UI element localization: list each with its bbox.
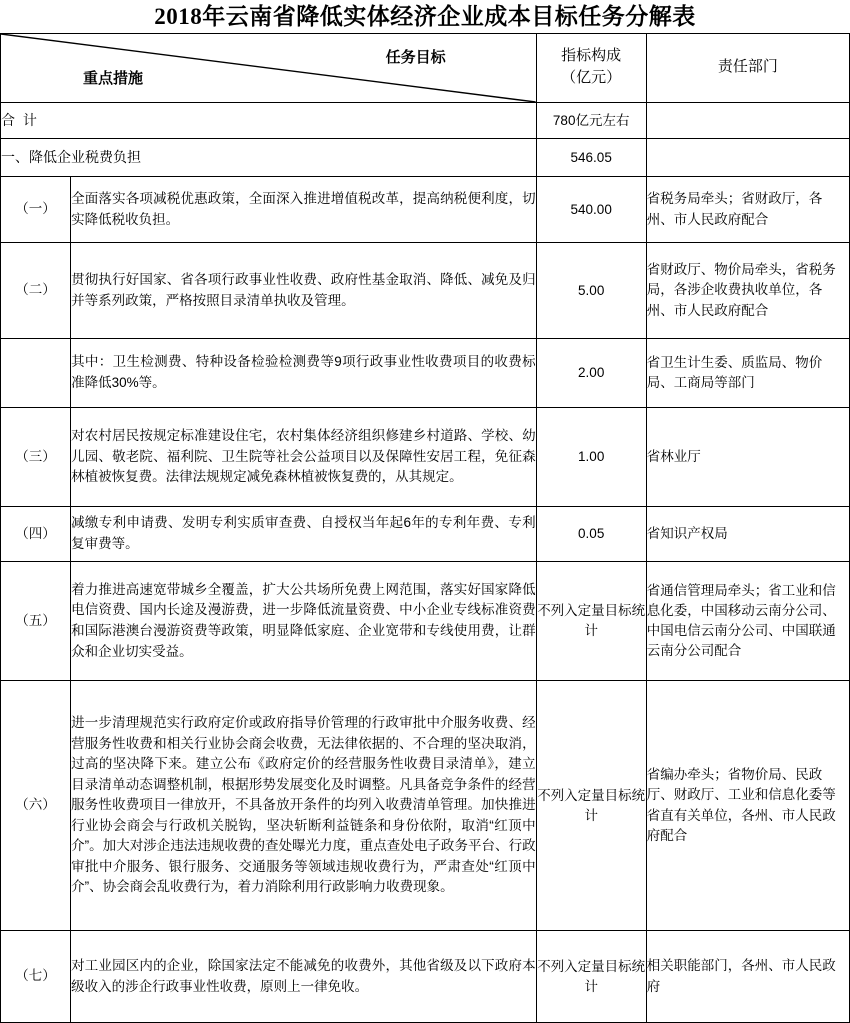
- row-task: 贯彻执行好国家、省各项行政事业性收费、政府性基金取消、降低、减免及归并等系列政策，严格按照目录清单执收及管理。: [71, 243, 537, 339]
- row-indicator: 不列入定量目标统计: [536, 681, 646, 931]
- row-task: 减缴专利申请费、发明专利实质审查费、自授权当年起6年的专利年费、专利复审费等。: [71, 507, 537, 562]
- row-number: （七）: [1, 931, 71, 1023]
- row-department: 相关职能部门，各州、市人民政府: [646, 931, 849, 1023]
- row-department: 省林业厅: [646, 408, 849, 507]
- row-number: （二）: [1, 243, 71, 339]
- row-number: （五）: [1, 562, 71, 681]
- row-indicator: 不列入定量目标统计: [536, 931, 646, 1023]
- row-indicator: 不列入定量目标统计: [536, 562, 646, 681]
- table-header-row: [1, 34, 850, 103]
- row-department: 省编办牵头；省物价局、民政厅、财政厅、工业和信息化委等省直有关单位，各州、市人民政府配合: [646, 681, 849, 931]
- row-indicator: 1.00: [536, 408, 646, 507]
- header-cell-department: 责任部门: [646, 34, 849, 103]
- row-task: 对农村居民按规定标准建设住宅，农村集体经济组织修建乡村道路、学校、幼儿园、敬老院、福利院、卫生院等社会公益项目以及保障性安居工程，免征森林植被恢复费。法律法规规定减免森林植被恢复费的，从其规定。: [71, 408, 537, 507]
- row-indicator-total: 780亿元左右: [536, 103, 646, 139]
- row-task: 对工业园区内的企业，除国家法定不能减免的收费外，其他省级及以下政府本级收入的涉企行政事业性收费，原则上一律免收。: [71, 931, 537, 1023]
- table-row: [1, 139, 850, 177]
- table-row: [1, 177, 850, 243]
- row-indicator-section: 546.05: [536, 139, 646, 177]
- header-label-indicator-line2: （亿元）: [561, 70, 622, 86]
- row-task: 进一步清理规范实行政府定价或政府指导价管理的行政审批中介服务收费、经营服务性收费和相关行业协会商会收费，无法律依据的、不合理的坚决取消，过高的坚决降下来。建立公布《政府定价的经营服务性收费目录清单》，建立目录清单动态调整机制，根据形势发展变化及时调整。凡具备竞争条件的经营服务性收费项目一律放开，不具备放开条件的均列入收费清单管理。加快推进行业协会商会与行政机关脱钩，坚决斩断利益链条和身份依附，取消“红顶中介”。加大对涉企违法违规收费的查处曝光力度，重点查处电子政务平台、行政审批中介服务、银行服务、交通服务等领域违规收费行为，严肃查处“红顶中介”、协会商会乱收费行为，着力消除利用行政影响力收费现象。: [71, 681, 537, 931]
- row-department: 省财政厅、物价局牵头，省税务局，各涉企收费执收单位，各州、市人民政府配合: [646, 243, 849, 339]
- row-department-total: [646, 103, 849, 139]
- row-indicator: 540.00: [536, 177, 646, 243]
- table-row: [1, 103, 850, 139]
- title-bar: [0, 0, 850, 33]
- header-label-goal: 任务目标: [385, 50, 446, 66]
- row-task: 全面落实各项减税优惠政策，全面深入推进增值税改革，提高纳税便利度，切实降低税收负担。: [71, 177, 537, 243]
- row-department: 省税务局牵头；省财政厅，各州、市人民政府配合: [646, 177, 849, 243]
- row-number: （三）: [1, 408, 71, 507]
- row-number: （一）: [1, 177, 71, 243]
- table-row: [1, 408, 850, 507]
- row-label-total: 合 计: [1, 103, 537, 139]
- table-row: [1, 681, 850, 931]
- cost-reduction-task-table: [0, 33, 850, 1023]
- row-indicator: 0.05: [536, 507, 646, 562]
- page-title: 2018年云南省降低实体经济企业成本目标任务分解表: [154, 4, 696, 29]
- row-number: （六）: [1, 681, 71, 931]
- diagonal-divider-icon: [1, 34, 536, 102]
- table-row: [1, 339, 850, 408]
- row-department: 省通信管理局牵头；省工业和信息化委，中国移动云南分公司、中国电信云南分公司、中国联通云南分公司配合: [646, 562, 849, 681]
- row-label-section: 一、降低企业税费负担: [1, 139, 537, 177]
- row-department-section: [646, 139, 849, 177]
- row-department: 省知识产权局: [646, 507, 849, 562]
- row-indicator: 5.00: [536, 243, 646, 339]
- header-cell-split: [1, 34, 537, 103]
- header-cell-indicator: [536, 34, 646, 103]
- row-indicator: 2.00: [536, 339, 646, 408]
- table-row: [1, 507, 850, 562]
- row-department: 省卫生计生委、质监局、物价局、工商局等部门: [646, 339, 849, 408]
- header-label-measure: 重点措施: [83, 71, 144, 87]
- row-task: 着力推进高速宽带城乡全覆盖，扩大公共场所免费上网范围，落实好国家降低电信资费、国内长途及漫游费，进一步降低流量资费、中小企业专线标准资费和国际港澳台漫游资费等政策，明显降低家庭、企业宽带和专线使用费，让群众和企业切实受益。: [71, 562, 537, 681]
- table-row: [1, 243, 850, 339]
- table-row: [1, 562, 850, 681]
- row-number: （四）: [1, 507, 71, 562]
- row-task: 其中：卫生检测费、特种设备检验检测费等9项行政事业性收费项目的收费标准降低30%等。: [71, 339, 537, 408]
- row-number: [1, 339, 71, 408]
- header-label-indicator-line1: 指标构成: [561, 48, 622, 65]
